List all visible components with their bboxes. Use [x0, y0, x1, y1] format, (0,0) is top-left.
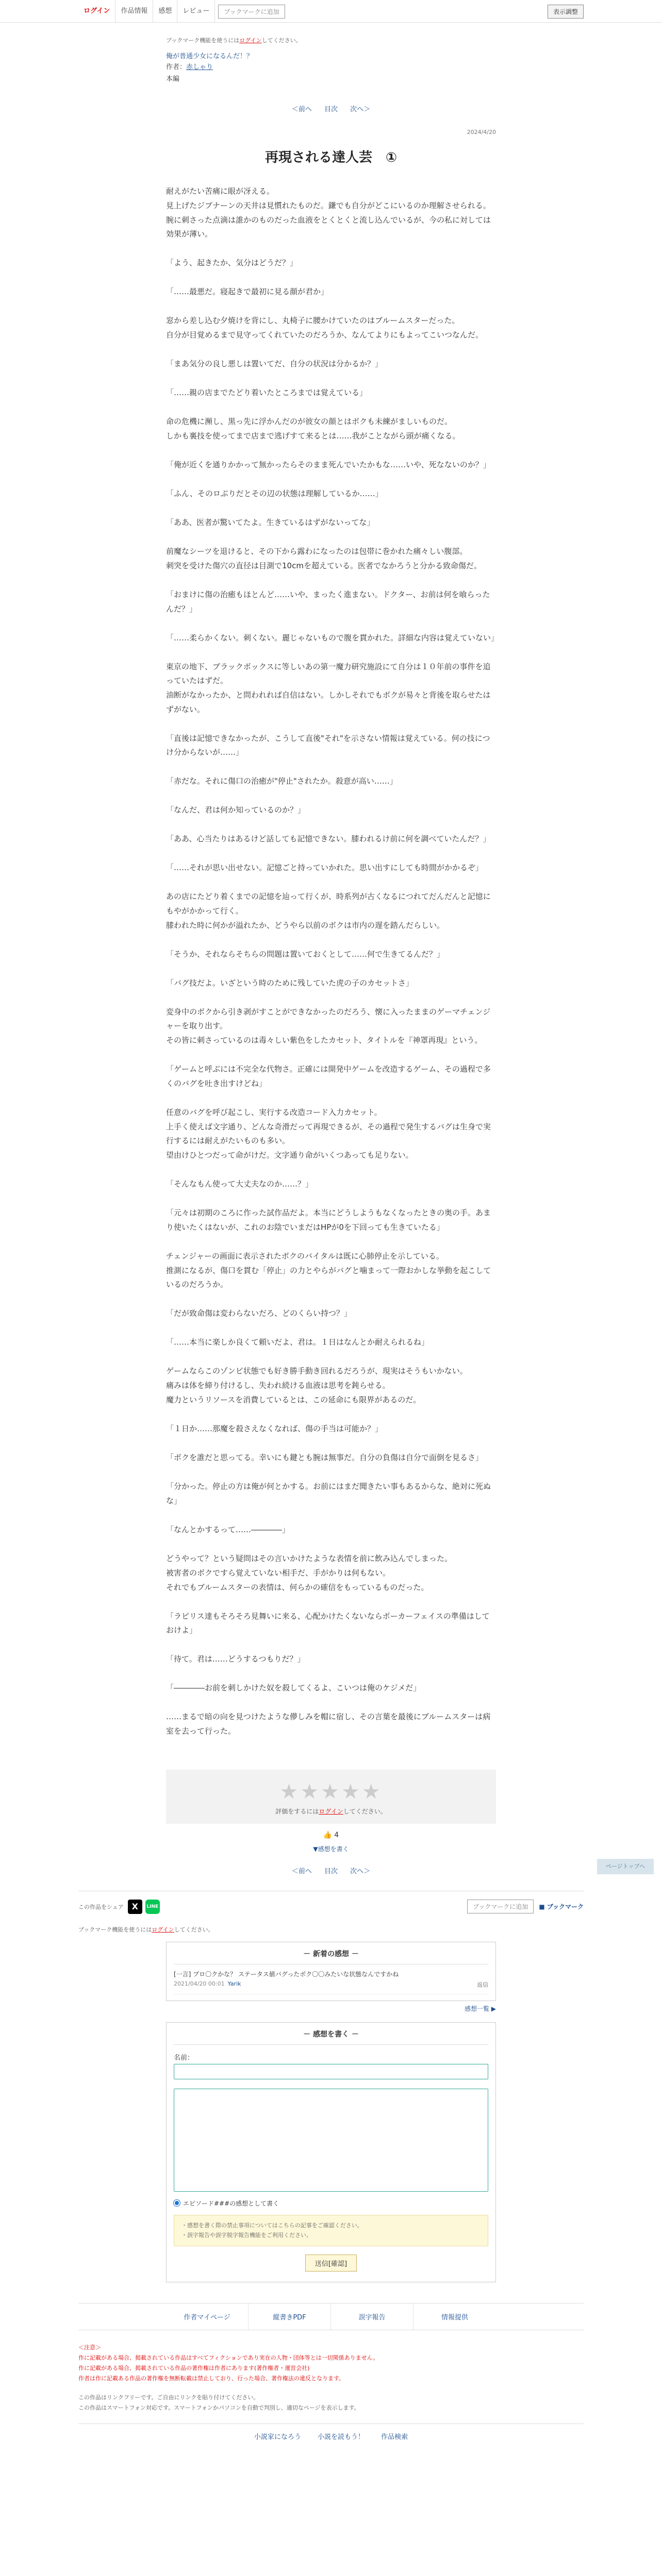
body-line: 推測になるが、傷口を貫む「停止」の力とやらがバグと噛まって一際おかしな挙動を起こしているのだろうか。: [166, 1265, 491, 1290]
series-title[interactable]: 俺が普通少女になるんだ！？: [166, 53, 254, 60]
paragraph-gap: [166, 1509, 496, 1523]
body-line: 「……それが思い出せない。記憶ごと持っていかれた。思い出すにしても時間がかかるぞ」: [166, 863, 484, 873]
paragraph-gap: [166, 1696, 496, 1710]
body-line: チェンジャーの画面に表示されたボクのバイタルは既に心肺停止を示している。: [166, 1251, 444, 1261]
page-top-button[interactable]: ページトップへ: [597, 1859, 654, 1874]
episode-pager-top: [166, 83, 496, 129]
rating-login-link[interactable]: ログイン: [319, 1807, 343, 1815]
episode-body: [166, 184, 499, 1739]
rating-stars[interactable]: ★★★★★: [279, 1780, 383, 1804]
body-line: 「分かった。停止の方は俺が何とかする。お前にはまだ聞きたい事もあるからな、絶対に死ぬな」: [166, 1482, 491, 1505]
prev-link-bottom[interactable]: ＜前へ: [291, 1867, 312, 1875]
paragraph-gap: [166, 270, 496, 285]
body-line: 魔力というリソースを消費しているとは、この延命にも限界があるのだ。: [166, 1395, 421, 1405]
paragraph-gap: [166, 1321, 496, 1335]
display-settings-button[interactable]: 表示調整: [548, 5, 584, 19]
paragraph-gap: [166, 400, 496, 415]
body-line: 「待て。君は……どうするつもりだ？」: [166, 1654, 305, 1664]
paragraph-gap: [166, 573, 496, 588]
author-link[interactable]: 赤しゃり: [186, 63, 213, 71]
paragraph-gap: [166, 991, 496, 1005]
paragraph-gap: [166, 646, 496, 660]
body-line: 「ああ、心当たりはあるけど話しても記憶できない。膝われるけ前に何を調べていたんだ？」: [166, 834, 491, 844]
paragraph-gap: [166, 1537, 496, 1552]
notice-prefix: ブックマーク機能を使うには: [166, 37, 240, 44]
toc-link[interactable]: 目次: [324, 105, 338, 113]
bookmark-add-button[interactable]: ブックマークに追加: [218, 5, 285, 19]
body-line: 「……親の店までたどり着いたところまでは覚えている」: [166, 388, 368, 398]
paragraph-gap: [166, 789, 496, 803]
body-line: 「おまけに傷の治癒もほとんど……いや、まったく進まない。ドクター、お前は何を喰らったんだ？」: [166, 590, 490, 614]
body-line: 「なんだ、君は何か知っているのか？」: [166, 805, 306, 815]
paragraph-gap: [166, 1235, 496, 1249]
review-item[interactable]: [174, 1964, 488, 1994]
warning-line-1: ・感想を書く際の禁止事項についてはこちらの記事をご確認ください。: [181, 2222, 363, 2229]
author-mypage-link[interactable]: 作者マイページ: [166, 2303, 249, 2330]
body-line: 自分が目覚めるまで見守ってくれていたのだろうか、なんてよりにもよってこいつなんだ。: [166, 330, 484, 340]
body-line: 油断がなかったか、と問われれば自信はない。しかしそれでもボクが易々と背後を取らせたはずがない。: [166, 690, 491, 714]
body-line: 痛みは体を締り付けるし、失われ続ける血液は思考を鈍らせる。: [166, 1381, 390, 1391]
episode-date: 2024/4/20: [467, 128, 496, 135]
episode-title: 再現される達人芸 ①: [264, 149, 397, 165]
body-line: 被害者のボクですら覚えていない相手だ、手がかりは何もない。: [166, 1568, 391, 1578]
body-line: 窓から差し込む夕焼けを背にし、丸椅子に腰かけていたのはブルームスターだった。: [166, 316, 460, 326]
caution-red-3: 作者は作に記載ある作品の著作権を無断転載は禁止しており、行った場合、著作権法の違反となります。: [78, 2375, 345, 2382]
write-review-heading: － 感想を書く －: [174, 2029, 488, 2045]
paragraph-gap: [166, 875, 496, 890]
body-line: 「１日か……那魔を殺さえなくなれば、傷の手当は可能か？」: [166, 1424, 383, 1434]
review-link[interactable]: レビュー: [177, 0, 215, 23]
body-line: どうやって？という疑問はその言いかけたような表情を前に飲み込んでしまった。: [166, 1553, 453, 1563]
body-line: 「……本当に楽しか良くて頼いだよ、君は。１日はなんとか耐えられるね」: [166, 1337, 429, 1347]
paragraph-gap: [166, 617, 496, 631]
body-line: 「……柔らかくない。刺くない。麗じゃないもので腹を貫かれた。詳細な内容は覚えていない」: [166, 633, 499, 642]
body-line: 「――――お前を刺しかけた奴を殺してくるよ、こいつは俺のケジメだ」: [166, 1683, 421, 1693]
toc-link-bottom[interactable]: 目次: [324, 1867, 338, 1875]
next-link[interactable]: 次へ＞: [350, 105, 371, 113]
review-list-link[interactable]: 感想一覧 ▶: [464, 2005, 496, 2012]
body-line: 「だが致命傷は変わらないだろ、どのくらい持つ？」: [166, 1309, 352, 1318]
paragraph-gap: [166, 1292, 496, 1307]
caution-red-1: 作に記載がある場合、掲載されている作品はすべてフィクションであり実在の人物・団体等とは一切関係ありません。: [78, 2354, 379, 2361]
next-link-bottom[interactable]: 次へ＞: [350, 1867, 371, 1875]
review-user[interactable]: Yarik: [227, 1980, 241, 1987]
share-bar: [78, 1891, 584, 1922]
body-line: 見上げたジブナーンの天井は見慣れたものだ。鎌でも自分がどこにいるのか理解させられる。: [166, 200, 491, 210]
body-line: しかも裏技を使ってまで店まで逃げすて来るとは……我がことながら頭が痛くなる。: [166, 431, 460, 441]
notice-login-link[interactable]: ログイン: [239, 37, 262, 44]
write-review-link[interactable]: ▼感想を書く: [313, 1845, 349, 1853]
review-line1: [174, 1970, 488, 1978]
write-review-box: [166, 2022, 496, 2283]
episode-radio-row[interactable]: [174, 2192, 488, 2215]
notice-suffix: してください。: [261, 37, 302, 44]
recent-reviews-box: [166, 1942, 496, 2001]
review-title[interactable]: [一言] プロ〇クかな？ ステータス値バグったボク〇〇みたいな状態なんですかね: [174, 1970, 399, 1978]
body-line: その皆に刺さっているのは毒々しい紫色をしたカセット、タイトルを『神罩再現』という。: [166, 1036, 483, 1045]
review-textarea[interactable]: [174, 2089, 488, 2192]
bottom-links: [78, 2303, 584, 2330]
episode-pager-bottom: [166, 1856, 496, 1891]
rating-box: [166, 1770, 496, 1824]
body-line: 東京の地下、ブラックボックスに等しいあの第一魔力研究施設にて自分は１０年前の事件を追っていたはずだ。: [166, 662, 491, 686]
body-line: 耐えがたい苦痛に眼が冴える。: [166, 186, 275, 196]
footer: [78, 2424, 584, 2451]
paragraph-gap: [166, 933, 496, 947]
share-label: この作品をシェア: [78, 1903, 124, 1910]
reviews-link[interactable]: 感想: [153, 0, 177, 23]
submit-button[interactable]: 送信[確認]: [305, 2255, 357, 2272]
body-line: 「そんなもん使って大丈夫なのか……？」: [166, 1179, 313, 1189]
body-line: 「赤だな。それに傷口の治癒が"停止"されたか。殺意が高い……」: [166, 776, 398, 786]
rating-note: [166, 1807, 496, 1816]
author-label: 作者：: [166, 63, 187, 71]
body-line: 「ああ、医者が驚いてたよ。生きているはずがないってな」: [166, 518, 375, 528]
paragraph-gap: [166, 1091, 496, 1106]
body-line: 「バグ技だよ。いざという時のために残していた虎の子のカセットさ」: [166, 978, 414, 988]
top-nav: [78, 0, 285, 23]
body-line: 刺突を受けた傷穴の直径は目測で10cmを超えている。医者でなかろうと分かる致命傷だ。: [166, 561, 482, 571]
body-line: 「俺が近くを通りかかって無かったらそのまま死んでいたかもな……いや、死なないのか？」: [166, 460, 491, 470]
bookmark-link[interactable]: ■ ブックマーク: [539, 1903, 584, 1911]
caution-gray-1: この作品はリンクフリーです。ご自由にリンクを貼り付けてください。: [78, 2394, 259, 2401]
body-line: 「ふん、そのロぶりだとその辺の状態は理解しているか……」: [166, 489, 383, 499]
typo-report-link[interactable]: 誤字報告: [331, 2303, 413, 2330]
paragraph-gap: [166, 444, 496, 458]
work-info-link[interactable]: 作品情報: [115, 0, 153, 23]
x-share-icon[interactable]: X: [128, 1900, 142, 1914]
body-line: 変身中のボクから引き剥がすことができなかったのだろう、懐に入ったままのゲーマチェンジャーを取り出す。: [166, 1007, 491, 1031]
paragraph-gap: [166, 1163, 496, 1177]
recent-reviews-heading: － 新着の感想 －: [174, 1948, 488, 1964]
body-line: 望由けひとつだって命がけだ。文字通り命がいくつあっても足りない。: [166, 1150, 413, 1160]
paragraph-gap: [166, 1192, 496, 1206]
footer-yomou-link[interactable]: 小説を読もう！: [317, 2433, 365, 2441]
body-line: 「ボクを誰だと思ってる。幸いにも鍵とも腕は無事だ。自分の負傷は自分で面倒を見るさ」: [166, 1453, 484, 1463]
body-line: 命の危機に瀕し、黒っ先に浮かんだのが彼女の顔とはボクも未練がましいものだ。: [166, 417, 453, 427]
review-date: 2021/04/20 00:01: [174, 1980, 225, 1987]
review-warning-box: [174, 2215, 488, 2247]
top-bar: [0, 0, 662, 23]
body-line: 「そうか、それならそちらの問題は置いておくとして……何で生きてるんだ？」: [166, 949, 445, 959]
footer-search-link[interactable]: 作品検索: [381, 2433, 408, 2441]
paragraph-gap: [166, 1595, 496, 1609]
footer-narou-link[interactable]: 小説家になろう: [254, 2433, 301, 2441]
info-provide-link[interactable]: 情報提供: [441, 2314, 468, 2322]
paragraph-gap: [166, 1667, 496, 1681]
name-label: 名前：: [174, 2054, 194, 2062]
paragraph-gap: [166, 1638, 496, 1652]
review-reply-tag: 返信: [477, 1981, 488, 1988]
notice2-login-link[interactable]: ログイン: [152, 1926, 174, 1933]
thumbs-up-icon[interactable]: 👍: [323, 1831, 333, 1839]
paragraph-gap: [166, 1408, 496, 1422]
like-row: [166, 1824, 496, 1841]
line-share-icon[interactable]: LINE: [145, 1900, 160, 1914]
paragraph-gap: [166, 846, 496, 861]
rating-note-prefix: 評価をするには: [275, 1807, 319, 1815]
bookmark-notice-bottom: [78, 1922, 584, 1942]
body-line: 上手く使えば文字通り、どんな奇滑だって再現できるが、その過程で発生するバグは生身で実行するには耐えがたいものも多い。: [166, 1122, 491, 1146]
paragraph-gap: [166, 343, 496, 357]
page-wrapper: [78, 0, 584, 2451]
body-line: 「なんとかするって……――――」: [166, 1524, 290, 1534]
body-line: 「よう、起きたか、気分はどうだ？」: [166, 258, 298, 268]
paragraph-gap: [166, 472, 496, 487]
name-input[interactable]: [174, 2064, 488, 2079]
chapter-label: 本編: [166, 75, 180, 83]
paragraph-gap: [166, 242, 496, 256]
caution-gray-2: この作品はスマートフォン対応です。スマートフォンかパソコンを自動で判別し、適切なページを表示します。: [78, 2404, 360, 2412]
paragraph-gap: [166, 371, 496, 386]
caution-section: [78, 2330, 584, 2413]
like-count: 4: [334, 1831, 339, 1839]
vertical-pdf-link[interactable]: 縦書きPDF: [249, 2303, 331, 2330]
caution-heading: ＜注意＞: [78, 2344, 101, 2351]
notice2-suffix: してください。: [174, 1926, 214, 1933]
paragraph-gap: [166, 962, 496, 976]
body-line: ゲームならこのゾンビ状態でも好き勝手動き回れるだろうが、現実はそうもいかない。: [166, 1366, 468, 1376]
radio-selected-icon[interactable]: [174, 2200, 180, 2206]
prev-link[interactable]: ＜前へ: [291, 105, 312, 113]
body-line: 「……最悪だ。寝起きで最初に見る顔が君か」: [166, 287, 329, 297]
body-line: あの店にたどり着くまでの記憶を辿って行くが、時系列が古くなるにつれてだんだんと記憶にもやがかかって行く。: [166, 892, 491, 916]
radio-label: エピソード###の感想として書く: [183, 2199, 279, 2207]
body-line: 腕に刺さった点滴は誰かのものだった血液をとくとくと流し込んでいるが、今の私に対しては効果が薄い。: [166, 215, 491, 239]
body-line: 「まあ気分の良し悪しは置いてだ、自分の状況は分かるか？」: [166, 359, 383, 369]
author-line: [166, 62, 496, 73]
submit-wrap: [174, 2246, 488, 2272]
main-content: [166, 0, 499, 1891]
paragraph-gap: [166, 1048, 496, 1062]
body-line: ……まるで暗の向を見つけたような儚しみを帽に宿し、その言葉を最後にブルームスターは病室を去って行った。: [166, 1712, 491, 1736]
paragraph-gap: [166, 717, 496, 732]
login-link[interactable]: ログイン: [78, 0, 115, 23]
paragraph-gap: [166, 501, 496, 516]
body-line: 前魔なシーツを退けると、その下から露わになったのは包帯に巻かれた痛々しい腹部。: [166, 547, 468, 556]
caution-red-2: 作に記載がある場合、掲載されている作品の著作権は作者にあります(著作権者・運営会社): [78, 2364, 310, 2371]
warning-line-2: ・誤字報告や誤字脱字報告機能をご利用ください。: [181, 2232, 312, 2239]
body-line: 任意のバグを呼び起こし、実行する改造コード入力カセット。: [166, 1107, 382, 1117]
bookmark-add-button-bottom[interactable]: ブックマークに追加: [467, 1900, 534, 1913]
body-line: 「直後は記憶できなかったが、こうして直後"それ"を示さない情報は覚えている。何の技につけ分からないが……」: [166, 733, 490, 757]
paragraph-gap: [166, 818, 496, 832]
rating-note-suffix: してください。: [343, 1807, 387, 1815]
paragraph-gap: [166, 1436, 496, 1451]
paragraph-gap: [166, 1465, 496, 1480]
paragraph-gap: [166, 1350, 496, 1364]
paragraph-gap: [166, 299, 496, 314]
paragraph-gap: [166, 760, 496, 774]
paragraph-gap: [166, 530, 496, 545]
review-meta: [174, 1978, 488, 1989]
body-line: 「ラピリス達もそろそろ見舞いに来る、心配かけたくないならポーカーフェイスの準備はしておけよ」: [166, 1611, 490, 1635]
body-line: 「ゲームと呼ぶには不完全な代物さ。正確には開発中ゲームを改造するゲーム、その過程で多くのバグを吐き出すけどね」: [166, 1064, 491, 1088]
notice2-prefix: ブックマーク機能を使うには: [78, 1926, 152, 1933]
body-line: それでもブルームスターの表情は、何らかの確信をもっているものだった。: [166, 1582, 429, 1592]
body-line: 「元々は初期のころに作った試作品だよ。本当にどうしようもなくなったときの奥の手。あまり使いたくはないが、これのお陰でいまだはHPが0を下回っても生きていたる」: [166, 1208, 491, 1232]
body-line: 膝われた時に何かが溢れたか、どうやら以前のボクは市内の遅を踏んだらしい。: [166, 920, 445, 930]
